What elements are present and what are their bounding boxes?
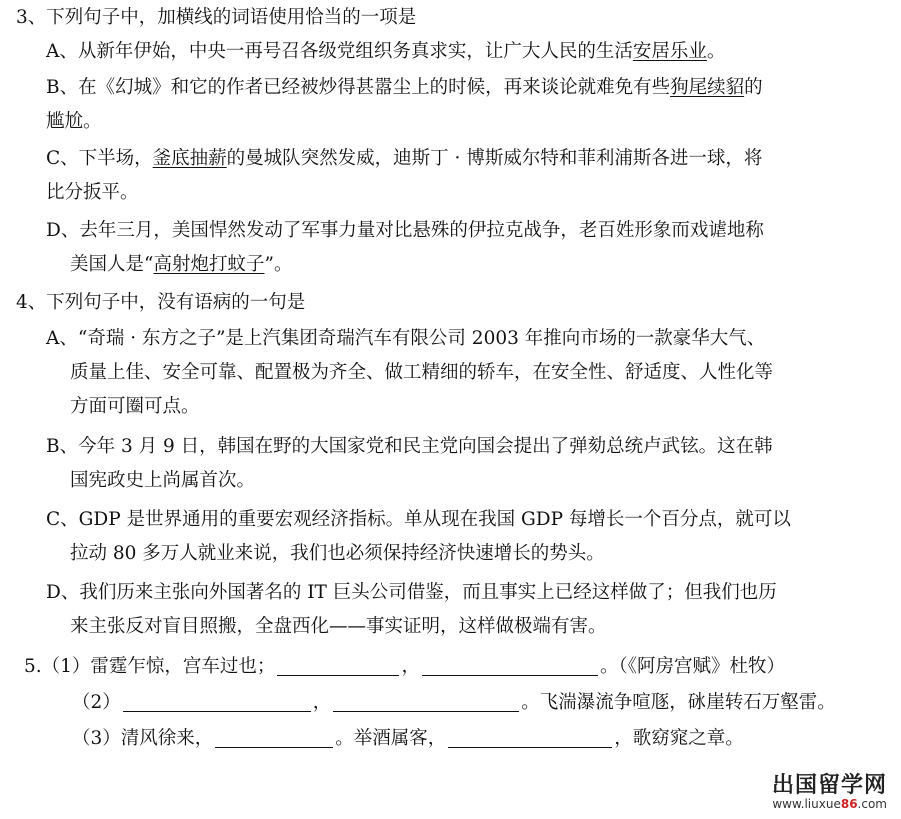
q5-1-sep: ， — [401, 656, 420, 677]
watermark-url — [772, 797, 887, 811]
q4-d-line2: 来主张反对盲目照搬，全盘西化——事实证明，这样做极端有害。 — [70, 616, 607, 637]
q5-1-blank-a[interactable] — [277, 653, 399, 676]
q5-line-3 — [72, 722, 744, 756]
q4-c-line2: 拉动 80 多万人就业来说，我们也必须保持经济快速增长的势头。 — [70, 543, 605, 564]
q4-a-line1: A、“奇瑞 · 东方之子”是上汽集团奇瑞汽车有限公司 2003 年推向市场的一款豪华大气、 — [46, 328, 766, 349]
watermark-url-post: .com — [857, 797, 887, 811]
question-3-stem: 3、下列句子中，加横线的词语使用恰当的一项是 — [16, 7, 417, 28]
q3-option-d — [46, 214, 874, 282]
q5-3-prompt: （3）清风徐来， — [72, 728, 214, 749]
q3-d-continuation — [46, 248, 874, 282]
q5-1-source: 。（《阿房宫赋》杜牧） — [599, 656, 785, 677]
q5-1-prompt: 5.（1）雷霆乍惊，宫车过也； — [24, 656, 276, 677]
q4-option-b — [46, 430, 874, 498]
q3-c-text: C、下半场， — [46, 148, 153, 169]
q3-c-end: 的曼城队突然发威，迪斯丁 · 博斯威尔特和菲利浦斯各进一球，将 — [226, 148, 763, 169]
q3-b-underlined: 狗尾续貂 — [670, 77, 745, 98]
q3-a-underlined: 安居乐业 — [632, 41, 707, 62]
q5-2-sep: ， — [312, 692, 332, 713]
q3-b-text: B、在《幻城》和它的作者已经被炒得甚嚣尘上的时候，再来谈论就难免有些 — [46, 77, 671, 98]
q3-option-b — [46, 71, 874, 139]
q5-line-1 — [24, 650, 785, 684]
q5-3-blank-b[interactable] — [448, 725, 612, 748]
watermark-url-pre: www.liuxue — [772, 797, 841, 811]
q4-option-a — [46, 322, 874, 424]
q5-2-blank-a[interactable] — [123, 689, 311, 712]
q5-3-text: ，歌窈窕之章。 — [614, 728, 744, 749]
question-4-stem: 4、下列句子中，没有语病的一句是 — [16, 292, 306, 313]
watermark-url-num: 86 — [840, 797, 858, 811]
q3-d-cont-pre: 美国人是“ — [70, 254, 154, 275]
q5-2-blank-b[interactable] — [333, 689, 519, 712]
q3-option-c — [46, 142, 874, 210]
q4-b-line2: 国宪政史上尚属首次。 — [70, 470, 256, 491]
q3-a-text: A、从新年伊始，中央一再号召各级党组织务真求实，让广大人民的生活 — [46, 41, 633, 62]
q5-line-2 — [72, 686, 836, 720]
q3-b-continuation: 尴尬。 — [46, 111, 102, 132]
q3-d-cont-post: ”。 — [264, 254, 293, 275]
watermark-site-name: 出国留学网 — [771, 773, 887, 798]
q3-c-underlined: 釜底抽薪 — [152, 148, 227, 169]
q3-b-end: 的 — [744, 77, 763, 98]
q4-c-line1: C、GDP 是世界通用的重要宏观经济指标。单从现在我国 GDP 每增长一个百分点，就可以 — [46, 509, 791, 530]
q4-a-line2: 质量上佳、安全可靠、配置极为齐全、做工精细的轿车，在安全性、舒适度、人性化等 — [70, 362, 774, 383]
q3-a-end: 。 — [706, 41, 726, 62]
q5-2-text: 。飞湍瀑流争喧豗，砯崖转石万壑雷。 — [521, 692, 836, 713]
q5-3-mid: 。举酒属客， — [335, 728, 447, 749]
q5-2-prompt: （2） — [72, 692, 121, 713]
q3-d-text: D、去年三月，美国悍然发动了军事力量对比悬殊的伊拉克战争，老百姓形象而戏谑地称 — [46, 220, 764, 241]
q4-option-c — [46, 503, 874, 571]
q4-b-line1: B、今年 3 月 9 日，韩国在野的大国家党和民主党向国会提出了弹劾总统卢武铉。这在韩 — [46, 436, 773, 457]
site-watermark — [772, 768, 887, 811]
q5-3-blank-a[interactable] — [215, 725, 333, 748]
q3-c-continuation: 比分扳平。 — [46, 182, 139, 203]
q3-d-underlined: 高射炮打蚊子 — [153, 254, 265, 275]
q4-option-d — [46, 576, 874, 644]
q4-a-line3: 方面可圈可点。 — [70, 396, 200, 417]
q5-1-blank-b[interactable] — [422, 653, 598, 676]
q4-d-line1: D、我们历来主张向外国著名的 IT 巨头公司借鉴，而且事实上已经这样做了；但我们也历 — [46, 582, 777, 603]
q3-option-a — [46, 35, 874, 69]
